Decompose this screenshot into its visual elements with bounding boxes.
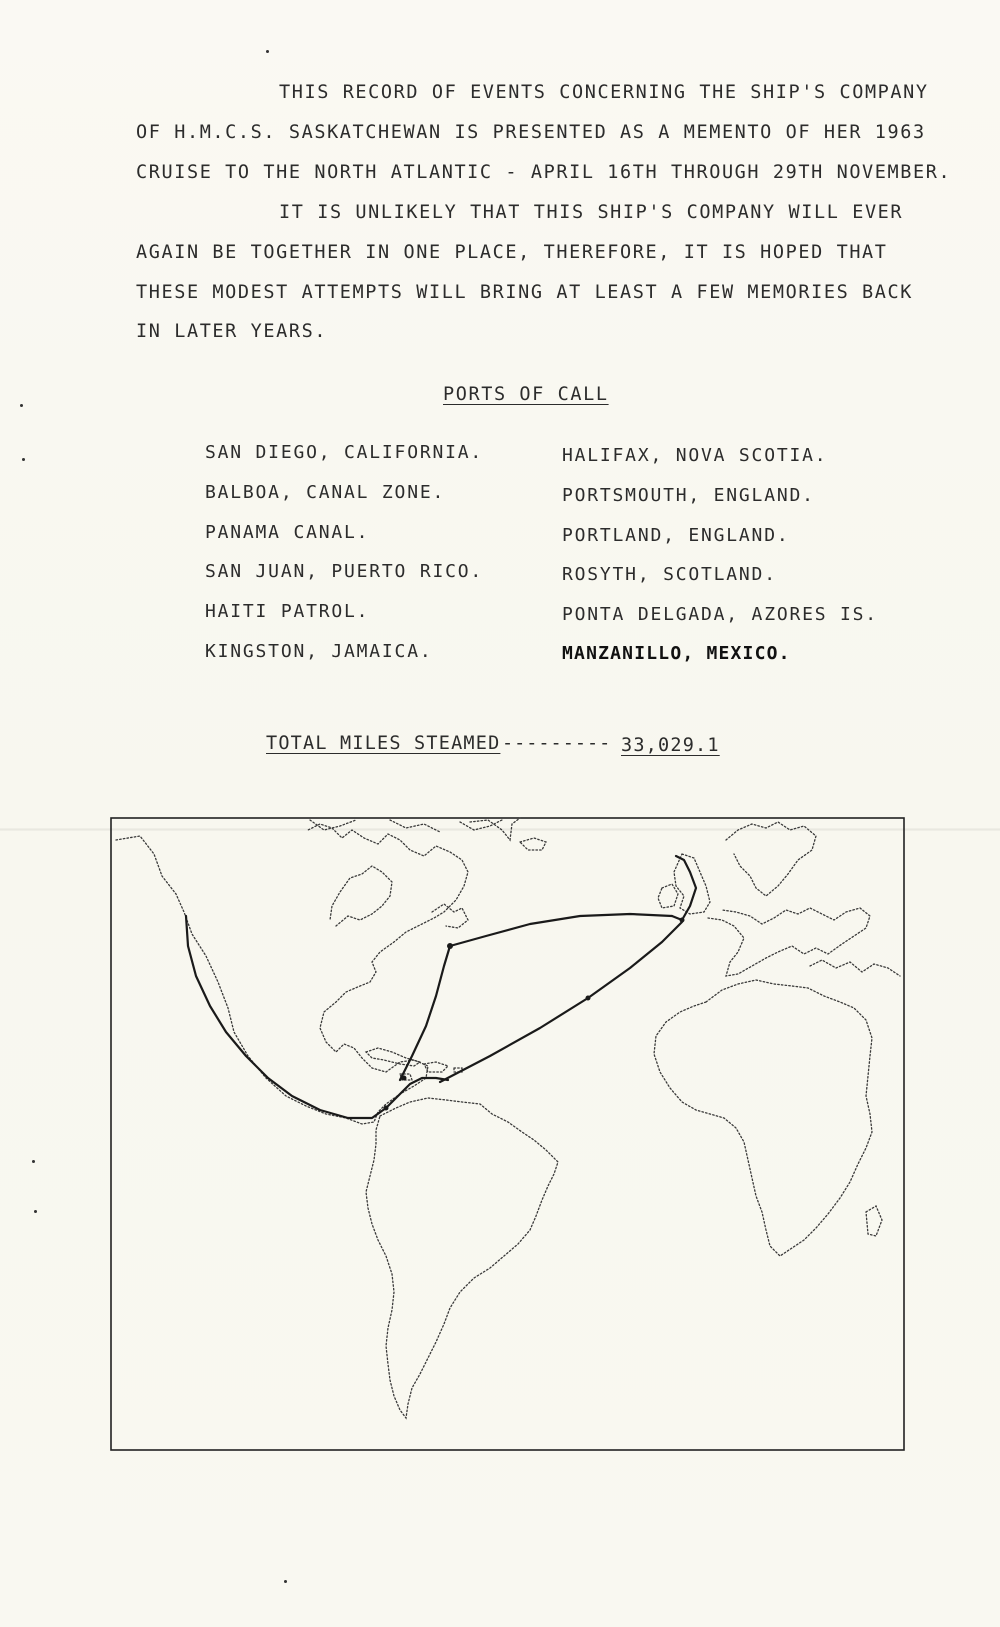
intro-line-1: THIS RECORD OF EVENTS CONCERNING THE SHIP'S COMPANY <box>279 82 929 103</box>
port-left-5: HAITI PATROL. <box>205 601 370 622</box>
north-america-coast <box>116 824 468 1124</box>
scan-speck <box>34 1210 37 1213</box>
route-southern-crossing <box>440 922 682 1082</box>
port-right-3: PORTLAND, ENGLAND. <box>562 525 790 546</box>
scan-speck <box>32 1160 35 1163</box>
ireland-outline <box>658 884 678 908</box>
scandinavia-coast <box>726 822 816 896</box>
route-northern-crossing <box>450 914 672 946</box>
scan-speck <box>266 50 269 53</box>
ports-of-call-heading: PORTS OF CALL <box>443 384 609 405</box>
intro-line-5: AGAIN BE TOGETHER IN ONE PLACE, THEREFORE, IT IS HOPED THAT <box>136 242 888 263</box>
route-caribbean-leg <box>386 1078 448 1108</box>
mediterranean-coast <box>810 960 900 976</box>
route-pacific-leg <box>186 916 386 1118</box>
total-miles-dashes: --------- <box>502 733 612 754</box>
iceland-outline <box>520 838 546 850</box>
total-miles-label: TOTAL MILES STEAMED <box>266 733 501 754</box>
port-marker-azores <box>586 996 591 1001</box>
scan-speck <box>20 404 23 407</box>
port-left-4: SAN JUAN, PUERTO RICO. <box>205 561 484 582</box>
port-marker-halifax <box>447 943 453 949</box>
scan-speck <box>284 1580 287 1583</box>
port-left-3: PANAMA CANAL. <box>205 522 370 543</box>
scan-speck <box>22 458 25 461</box>
port-right-2: PORTSMOUTH, ENGLAND. <box>562 485 815 506</box>
port-marker-panama <box>384 1106 389 1111</box>
intro-line-4: IT IS UNLIKELY THAT THIS SHIP'S COMPANY WILL EVER <box>279 202 904 223</box>
hudson-bay-coast <box>330 866 392 926</box>
port-marker-portsmouth <box>680 918 685 923</box>
intro-line-7: IN LATER YEARS. <box>136 321 328 342</box>
route-halifax-leg <box>400 946 450 1080</box>
europe-coast <box>708 908 870 976</box>
port-left-2: BALBOA, CANAL ZONE. <box>205 482 446 503</box>
route-map <box>110 816 907 1452</box>
map-border <box>111 818 904 1450</box>
intro-line-2: OF H.M.C.S. SASKATCHEWAN IS PRESENTED AS A MEMENTO OF HER 1963 <box>136 122 926 143</box>
port-right-6: MANZANILLO, MEXICO. <box>562 643 791 664</box>
madagascar-outline <box>866 1206 882 1236</box>
port-right-1: HALIFAX, NOVA SCOTIA. <box>562 445 828 466</box>
intro-line-6: THESE MODEST ATTEMPTS WILL BRING AT LEAST A FEW MEMORIES BACK <box>136 282 914 303</box>
south-america-coast <box>366 1098 558 1418</box>
africa-coast <box>654 980 872 1256</box>
port-right-5: PONTA DELGADA, AZORES IS. <box>562 604 878 625</box>
port-left-1: SAN DIEGO, CALIFORNIA. <box>205 442 484 463</box>
port-left-6: KINGSTON, JAMAICA. <box>205 641 433 662</box>
total-miles-value: 33,029.1 <box>621 735 720 756</box>
intro-line-3: CRUISE TO THE NORTH ATLANTIC - APRIL 16TH THROUGH 29TH NOVEMBER. <box>136 162 952 183</box>
port-right-4: ROSYTH, SCOTLAND. <box>562 564 777 585</box>
great-britain-outline <box>674 854 710 914</box>
port-marker-kingston <box>402 1076 407 1081</box>
